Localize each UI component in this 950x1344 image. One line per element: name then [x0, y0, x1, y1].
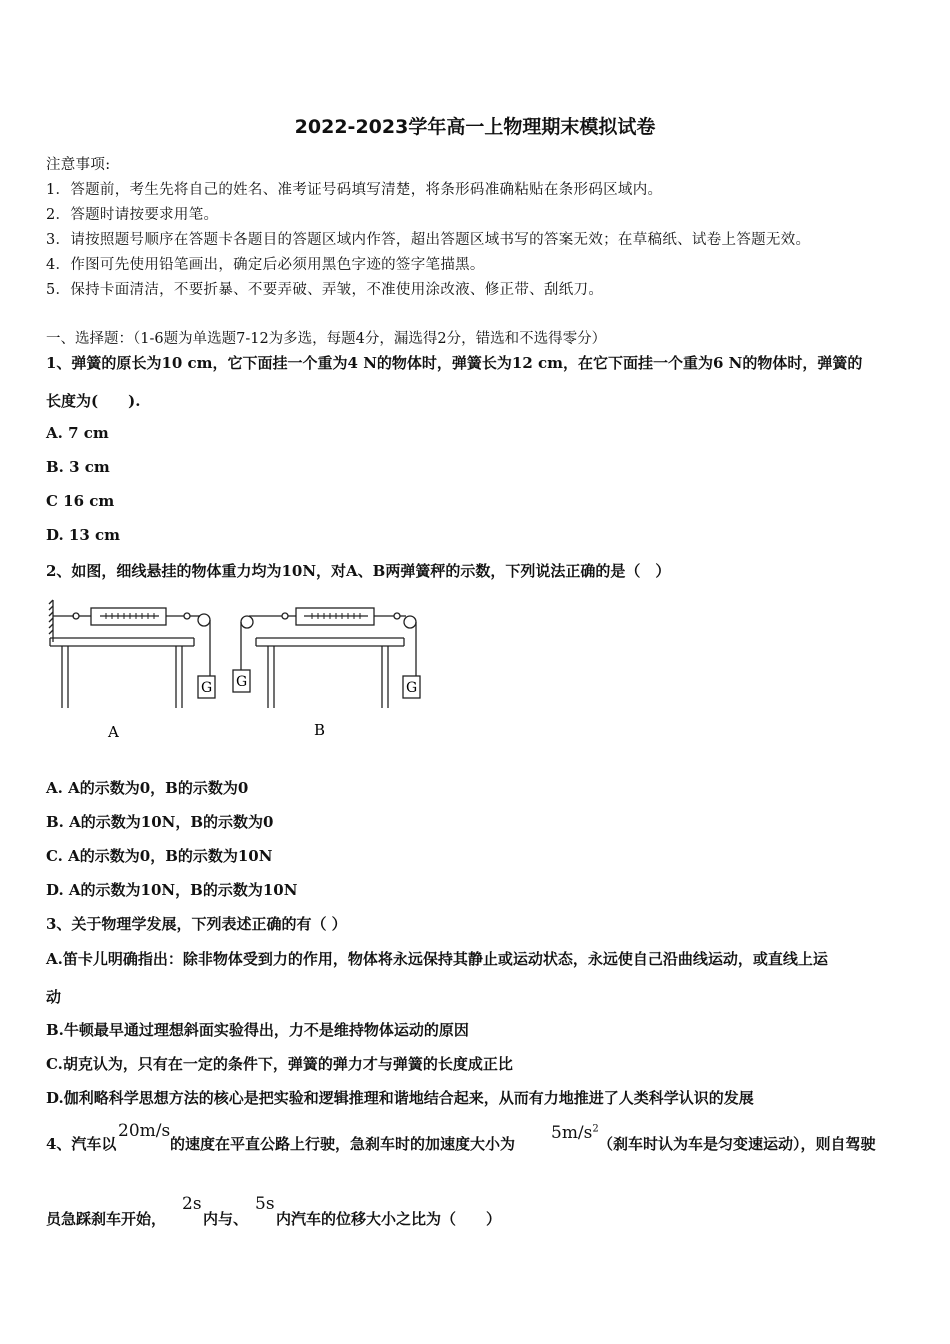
question-2-option-c: C. A的示数为0，B的示数为10N [46, 847, 273, 865]
time-value-1: 2s [182, 1194, 202, 1214]
figure-label-b: B [314, 721, 326, 739]
question-4-stem-d: 员急踩刹车开始， [46, 1210, 167, 1228]
question-1-option-a: A. 7 cm [46, 424, 109, 442]
question-4-stem-f: 内汽车的位移大小之比为（ ） [276, 1210, 502, 1228]
question-4-stem-e: 内与、 [203, 1210, 249, 1228]
weight-label-a: G [201, 680, 213, 696]
acceleration-value: $5m/s^2$ [551, 1123, 599, 1143]
notice-item: 5．保持卡面清洁，不要折暴、不要弄破、弄皱，不准使用涂改液、修正带、刮纸刀。 [46, 282, 604, 298]
time-value-2: 5s [255, 1194, 275, 1214]
question-4-stem-a: 4、汽车以 [46, 1135, 117, 1153]
notice-item: 4．作图可先使用铅笔画出，确定后必须用黑色字迹的签字笔描黑。 [46, 257, 485, 273]
weight-label-b-right: G [406, 680, 418, 696]
figure-a [49, 600, 215, 708]
question-2-option-a: A. A的示数为0，B的示数为0 [46, 779, 249, 797]
page-title: 2022-2023学年高一上物理期末模拟试卷 [294, 116, 656, 138]
question-1-option-d: D. 13 cm [46, 526, 121, 544]
question-4-stem-b: 的速度在平直公路上行驶，急刹车时的加速度大小为 [170, 1135, 516, 1153]
question-3-option-c: C.胡克认为，只有在一定的条件下，弹簧的弹力才与弹簧的长度成正比 [46, 1055, 513, 1073]
question-1-option-c: C 16 cm [46, 492, 115, 510]
notice-item: 3．请按照题号顺序在答题卡各题目的答题区域内作答，超出答题区域书写的答案无效；在草稿纸、试卷上答题无效。 [46, 232, 811, 248]
notice-item: 1．答题前，考生先将自己的姓名、准考证号码填写清楚，将条形码准确粘贴在条形码区域内。 [46, 182, 663, 198]
question-2-option-d: D. A的示数为10N，B的示数为10N [46, 881, 298, 899]
question-1-stem: 1、弹簧的原长为10 cm，它下面挂一个重为4 N的物体时，弹簧长为12 cm，在它下面挂一个重为6 N的物体时，弹簧的 [46, 354, 863, 372]
weight-label-b-left: G [236, 674, 248, 690]
section-heading: 一、选择题：（1-6题为单选题7-12为多选，每题4分，漏选得2分，错选和不选得零分） [46, 331, 607, 347]
notice-item: 2．答题时请按要求用笔。 [46, 207, 219, 223]
question-3-option-b: B.牛顿最早通过理想斜面实验得出，力不是维持物体运动的原因 [46, 1021, 469, 1039]
figure-label-a: A [108, 723, 119, 741]
spring-scale-figure [44, 592, 434, 752]
question-2-stem: 2、如图，细线悬挂的物体重力均为10N，对A、B两弹簧秤的示数，下列说法正确的是（ ） [46, 562, 671, 580]
figure-b [233, 608, 420, 708]
question-1-option-b: B. 3 cm [46, 458, 110, 476]
question-3-stem: 3、关于物理学发展，下列表述正确的有（ ） [46, 915, 347, 933]
question-2-option-b: B. A的示数为10N，B的示数为0 [46, 813, 274, 831]
speed-value: 20m/s [118, 1121, 171, 1141]
question-4-stem-c: （刹车时认为车是匀变速运动），则自驾驶 [598, 1135, 876, 1153]
question-3-option-d: D.伽利略科学思想方法的核心是把实验和逻辑推理和谐地结合起来，从而有力地推进了人类科学认识的发展 [46, 1089, 754, 1107]
question-1-stem-cont: 长度为( ). [46, 392, 141, 410]
question-3-option-a-cont: 动 [46, 988, 62, 1006]
notice-heading: 注意事项: [46, 157, 111, 173]
question-3-option-a: A.笛卡儿明确指出：除非物体受到力的作用，物体将永远保持其静止或运动状态，永远使自己沿曲线运动，或直线上运 [46, 950, 828, 968]
